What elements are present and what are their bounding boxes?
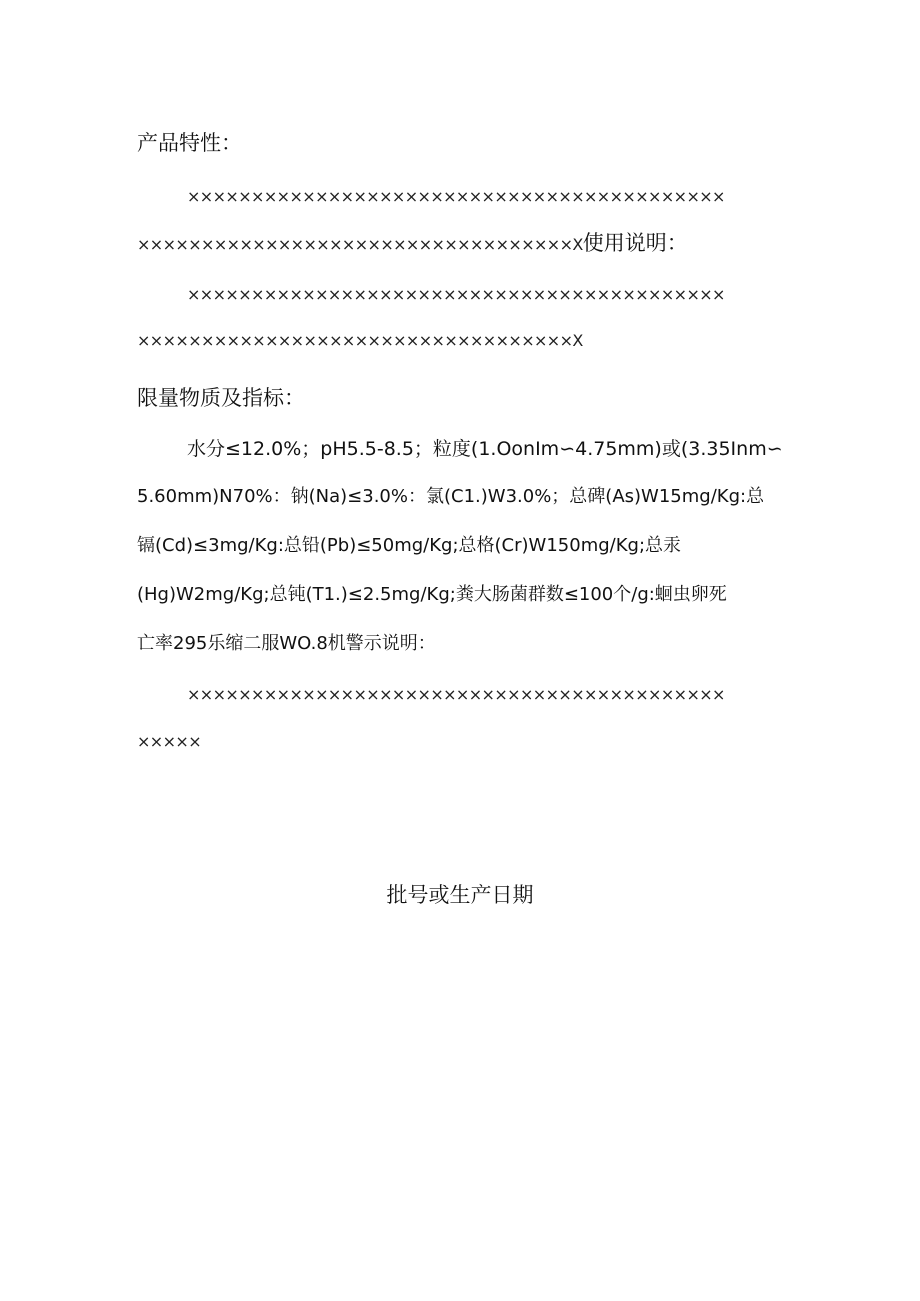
limits-line-2: 5.60mm)N70%：钠(Na)≤3.0%：氯(C1.)W3.0%；总碑(As)W15mg∕Kg:总 [137,486,765,507]
product-features-line-2 [137,228,787,260]
product-features-placeholder-line-2: ××××××××××××××××××××××××××××××××××X [137,235,583,254]
warning-placeholder-line-2: ××××× [137,732,202,751]
limits-heading: 限量物质及指标： [137,386,305,410]
limits-line-4: (Hg)W2mg∕Kg;总钝(T1.)≤2.5mg∕Kg;粪大肠菌群数≤100个/g:蛔虫卵死 [137,584,727,605]
warning-placeholder-line-1: ×××××××××××××××××××××××××××××××××××××××××× [187,685,725,704]
product-features-heading: 产品特性： [137,131,242,155]
limits-line-3: 镉(Cd)≤3mg∕Kg:总铅(Pb)≤50mg∕Kg;总格(Cr)W150mg∕Kg;总汞 [137,535,682,556]
usage-placeholder-line-2: ××××××××××××××××××××××××××××××××××X [137,331,583,350]
batch-or-production-date-label: 批号或生产日期 [386,883,534,907]
limits-line-5: 亡率295乐缩二服WO.8机警示说明： [137,633,436,654]
usage-heading: 使用说明： [582,231,688,255]
usage-placeholder-line-1: ×××××××××××××××××××××××××××××××××××××××××× [187,285,725,304]
product-features-placeholder-line-1: ×××××××××××××××××××××××××××××××××××××××××× [187,187,725,206]
limits-line-1: 水分≤12.0%；pH5.5-8.5；粒度(1.OonIm∽4.75mm)或(3.35Inm∽ [187,438,783,460]
